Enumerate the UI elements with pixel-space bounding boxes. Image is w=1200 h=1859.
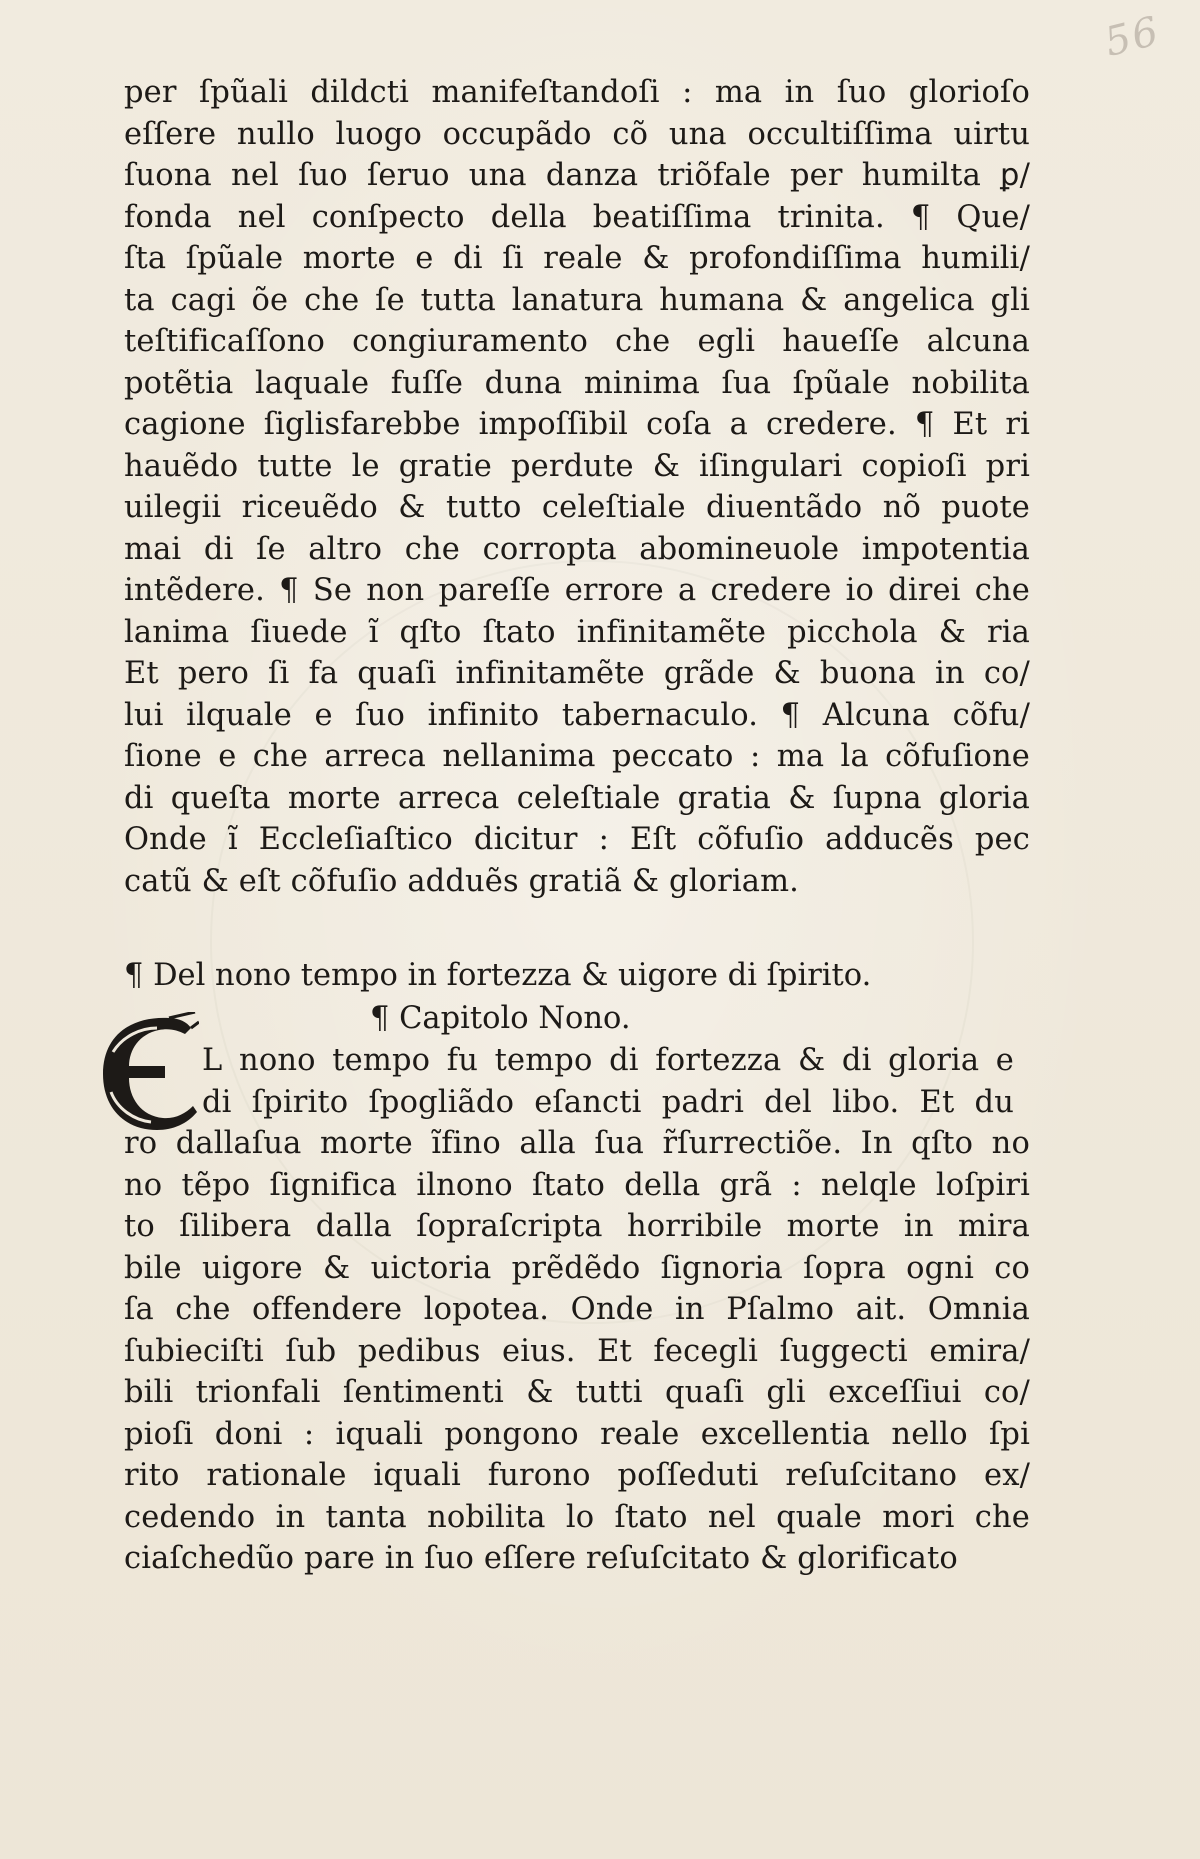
section-heading: ¶ Del nono tempo in fortezza & uigore di ſpirito.	[124, 958, 872, 993]
text-line: di ſpirito ſpogliãdo eſancti padri del libo. Et du	[202, 1084, 1014, 1120]
text-line: mai di ſe altro che corropta abomineuole impotentia	[124, 531, 1030, 567]
text-line: ſione e che arreca nellanima peccato : ma la cõfuſione	[124, 739, 1030, 774]
text-line: ta cagi õe che ſe tutta lanatura humana & angelica gli	[124, 282, 1030, 318]
text-line: Et pero ſi fa quaſi infinitamẽte grãde & buona in co/	[124, 656, 1030, 691]
text-line: cagione ſiglisfarebbe impoſſibil coſa a credere. ¶ Et ri	[124, 407, 1030, 442]
text-line: per ſpũali dildcti manifeſtandoſi : ma in ſuo glorioſo	[124, 75, 1030, 110]
text-line: lanima ſiuede ĩ qſto ſtato infinitamẽte picchola & ria	[124, 614, 1030, 650]
paragraph-one	[124, 72, 1030, 902]
text-line: lui ilquale e ſuo infinito tabernaculo. ¶ Alcuna cõfu/	[124, 697, 1030, 733]
text-line: pioſi doni : iquali pongono reale excellentia nello ſpi	[124, 1416, 1030, 1452]
text-line: di queſta morte arreca celeſtiale gratia & ſupna gloria	[124, 780, 1030, 816]
text-line: ſta ſpũale morte e di ſi reale & profondiſſima humili/	[124, 241, 1030, 276]
text-line: Onde ĩ Eccleſiaſtico dicitur : Eſt cõfuſio adducẽs pec	[124, 822, 1030, 857]
text-line: bile uigore & uictoria prẽdẽdo ſignoria ſopra ogni co	[124, 1250, 1030, 1286]
text-line: catũ & eſt cõfuſio adduẽs gratiã & gloriam.	[124, 863, 799, 899]
text-line: ſubieciſti ſub pedibus eius. Et fecegli ſuggecti emira/	[124, 1333, 1030, 1369]
paragraph-two-indented	[202, 1040, 1014, 1123]
text-line: ſuona nel ſuo ſeruo una danza triõfale per humilta ꝑ/	[124, 158, 1030, 193]
text-line: rito rationale iquali furono poſſeduti reſuſcitano ex/	[124, 1458, 1030, 1493]
text-line: ſa che offendere lopotea. Onde in Pſalmo ait. Omnia	[124, 1292, 1030, 1327]
text-line: bili trionfali ſentimenti & tutti quaſi gli exceſſiui co/	[124, 1375, 1030, 1410]
text-line: uilegii riceuẽdo & tutto celeſtiale diuentãdo nõ puote	[124, 490, 1030, 525]
folio-number: 56	[1100, 8, 1165, 66]
text-line: potẽtia laquale fuſſe duna minima ſua ſpũale nobilita	[124, 365, 1030, 401]
text-line: fonda nel conſpecto della beatiſſima trinita. ¶ Que/	[124, 199, 1030, 235]
text-line: ciaſchedũo pare in ſuo eſſere reſuſcitato & glorificato	[124, 1541, 958, 1576]
text-line: intẽdere. ¶ Se non pareſſe errore a credere io direi che	[124, 573, 1030, 608]
chapter-title: ¶ Capitolo Nono.	[370, 1001, 631, 1036]
decorated-initial-e	[95, 1012, 199, 1132]
text-line: no tẽpo ſignifica ilnono ſtato della grã : nelqle loſpiri	[124, 1167, 1030, 1203]
text-line: teſtificaſſono congiuramento che egli haueſſe alcuna	[124, 324, 1030, 359]
text-line: ro dallaſua morte ĩfino alla ſua r̃ſurrectiõe. In qſto no	[124, 1126, 1030, 1161]
text-line: cedendo in tanta nobilita lo ſtato nel quale mori che	[124, 1499, 1030, 1535]
text-line: hauẽdo tutte le gratie perdute & iſingulari copioſi pri	[124, 448, 1030, 484]
text-line: eſſere nullo luogo occupãdo cõ una occultiſſima uirtu	[124, 116, 1030, 152]
paragraph-two	[124, 1123, 1030, 1580]
text-line: to ſilibera dalla ſopraſcripta horribile morte in mira	[124, 1209, 1030, 1244]
text-line: L nono tempo fu tempo di fortezza & di gloria e	[202, 1043, 1014, 1078]
